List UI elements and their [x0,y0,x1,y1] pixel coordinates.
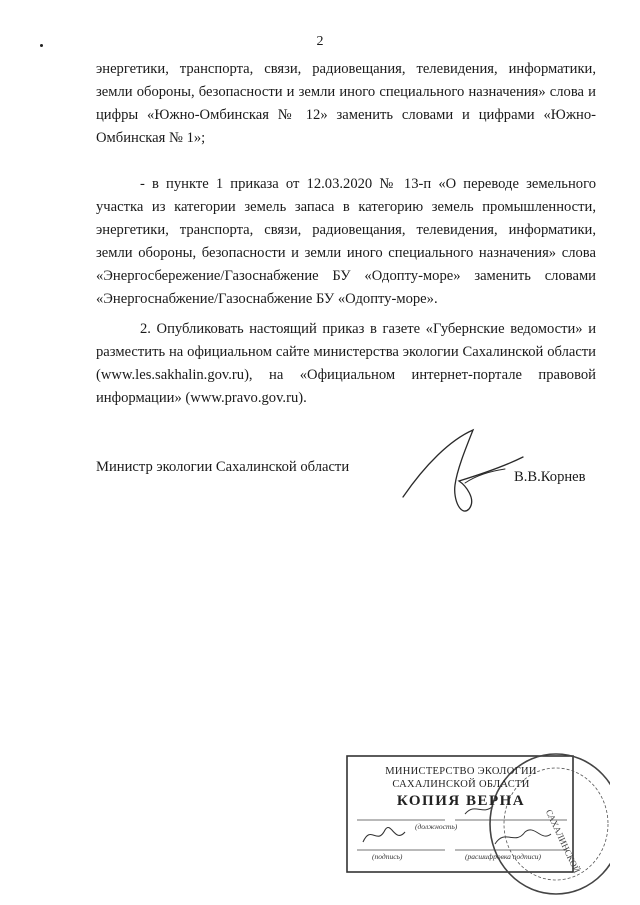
stamp-line-1: МИНИСТЕРСТВО ЭКОЛОГИИ [385,766,537,777]
paragraph-2-text: - в пункте 1 приказа от 12.03.2020 № 13-п «О переводе земельного участка из категории земель запаса в категорию земель промышленности, энергетики, транспорта, связи, радиовещания, телевидения, информатики, земли обороны, безопасности и земли иного специального назначения» слова «Энергосбережение/Газоснабжение БУ «Одопту-море» заменить словами «Энергоснабжение/Газоснабжение БУ «Одопту-море». [96,176,596,307]
paragraph-3-text: 2. Опубликовать настоящий приказ в газете «Губернские ведомости» и разместить на официальном сайте министерства экологии Сахалинской области (www.les.sakhalin.gov.ru), на «Официальном интернет-портале правовой информации» (www.pravo.gov.ru). [96,321,596,406]
paragraph-amendment [96,173,596,311]
stamp-line-2: САХАЛИНСКОЙ ОБЛАСТИ [392,779,530,790]
paragraph-1-text: энергетики, транспорта, связи, радиовещания, телевидения, информатики, земли обороны, безопасности и земли иного специального назначения» слова и цифры «Южно-Омбинская № 12» заменить словами и цифрами «Южно-Омбинская № 1»; [96,61,596,146]
handwritten-signature [395,425,525,525]
paragraph-continuation [96,58,596,150]
stamp-decryption-caption: (расшифровка подписи) [465,852,542,861]
margin-dot [40,44,43,47]
signer-name: В.В.Корнев [514,469,586,485]
svg-text:САХАЛИНСКОЙ: САХАЛИНСКОЙ [543,807,582,875]
paragraph-publication [96,318,596,410]
stamp-signature-caption: (подпись) [372,852,403,861]
page-number: 2 [316,34,324,49]
minister-title: Министр экологии Сахалинской области [96,459,350,475]
stamp-position-caption: (должность) [415,822,458,831]
stamp-copy-verified: КОПИЯ ВЕРНА [396,793,526,809]
